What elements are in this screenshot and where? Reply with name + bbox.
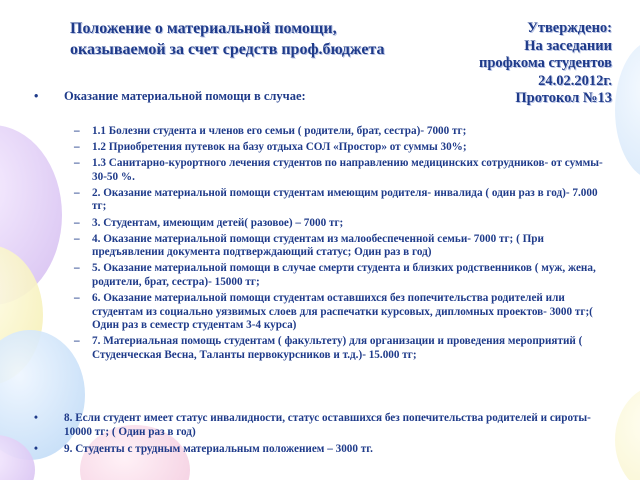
list-item-text: 1.1 Болезни студента и членов его семьи ( родители, брат, сестра)- 7000 тг;	[92, 125, 467, 137]
list-item	[74, 262, 614, 289]
list-item	[74, 292, 614, 333]
approval-line-3: профкома студентов	[479, 55, 612, 72]
bottom-8-text: 8. Если студент имеет статус инвалидности, статус оставшихся без попечительства родителей и сироты- 10000 тг; ( Один раз в год)	[64, 412, 591, 438]
approval-line-5: Протокол №13	[515, 90, 612, 107]
list-item	[74, 335, 614, 362]
approval-stamp	[412, 20, 612, 108]
bottom-bullet-9	[34, 443, 594, 457]
bullet-icon: •	[34, 412, 38, 424]
approval-line-2: На заседании	[524, 37, 612, 54]
dash-icon: –	[74, 125, 80, 137]
title-line-1: Положение о материальной помощи,	[70, 20, 337, 37]
page-title	[70, 18, 450, 60]
dash-icon: –	[74, 262, 80, 275]
dash-icon: –	[74, 216, 80, 229]
bullet-icon: •	[34, 443, 38, 455]
dash-icon: –	[74, 186, 80, 199]
list-item-text: 1.3 Санитарно-курортного лечения студентов по направлению медицинских сотрудников- от суммы- 30-50 %.	[92, 157, 603, 183]
approval-line-4: 24.02.2012г.	[538, 72, 612, 89]
intro-text: Оказание материальной помощи в случае:	[64, 89, 306, 103]
list-item-text: 2. Оказание материальной помощи студентам имеющим родителя- инвалида ( один раз в год)- 7.000 тг;	[92, 186, 598, 213]
bottom-bullet-8	[34, 412, 594, 439]
dash-icon: –	[74, 335, 80, 348]
list-item-text: 4. Оказание материальной помощи студентам из малообеспеченной семьи- 7000 тг; ( При предъявлении документа подтверждающий статус; Один раз в год)	[92, 232, 544, 259]
dash-icon: –	[74, 232, 80, 245]
title-line-2: оказываемой за счет средств проф.бюджета	[70, 41, 385, 58]
list-item	[74, 233, 614, 260]
list-item-text: 7. Материальная помощь студентам ( факультету) для организации и проведения мероприятий ( Студенческая Весна, Таланты первокурсников и т.д.)- 15.000 тг;	[92, 335, 583, 361]
list-item	[74, 217, 614, 231]
intro-bullet	[34, 88, 414, 104]
aid-list	[74, 125, 614, 365]
dash-icon: –	[74, 292, 80, 305]
list-item-text: 5. Оказание материальной помощи в случае смерти студента и близких родственников ( муж, жена, родители, брат, сестра)- 15000 тг;	[92, 262, 596, 288]
list-item-text: 1.2 Приобретения путевок на базу отдыха СОЛ «Простор» от суммы 30%;	[92, 141, 467, 154]
dash-icon: –	[74, 157, 80, 170]
list-item	[74, 187, 614, 214]
list-item-text: 3. Студентам, имеющим детей( разовое) – 7000 тг;	[92, 216, 344, 229]
approval-line-1: Утверждено:	[527, 20, 612, 36]
list-item	[74, 157, 614, 184]
list-item	[74, 125, 614, 139]
dash-icon: –	[74, 141, 80, 154]
list-item-text: 6. Оказание материальной помощи студентам оставшихся без попечительства родителей или студентам из социально уязвимых слоев для распечатки курсовых, дипломных проектов- 3000 тг;( Один раз в семестр студентам 3-4 курса)	[92, 292, 593, 332]
list-item	[74, 141, 614, 155]
bullet-icon: •	[34, 89, 39, 103]
bottom-9-text: 9. Студенты с трудным материальным положением – 3000 тг.	[64, 443, 373, 455]
